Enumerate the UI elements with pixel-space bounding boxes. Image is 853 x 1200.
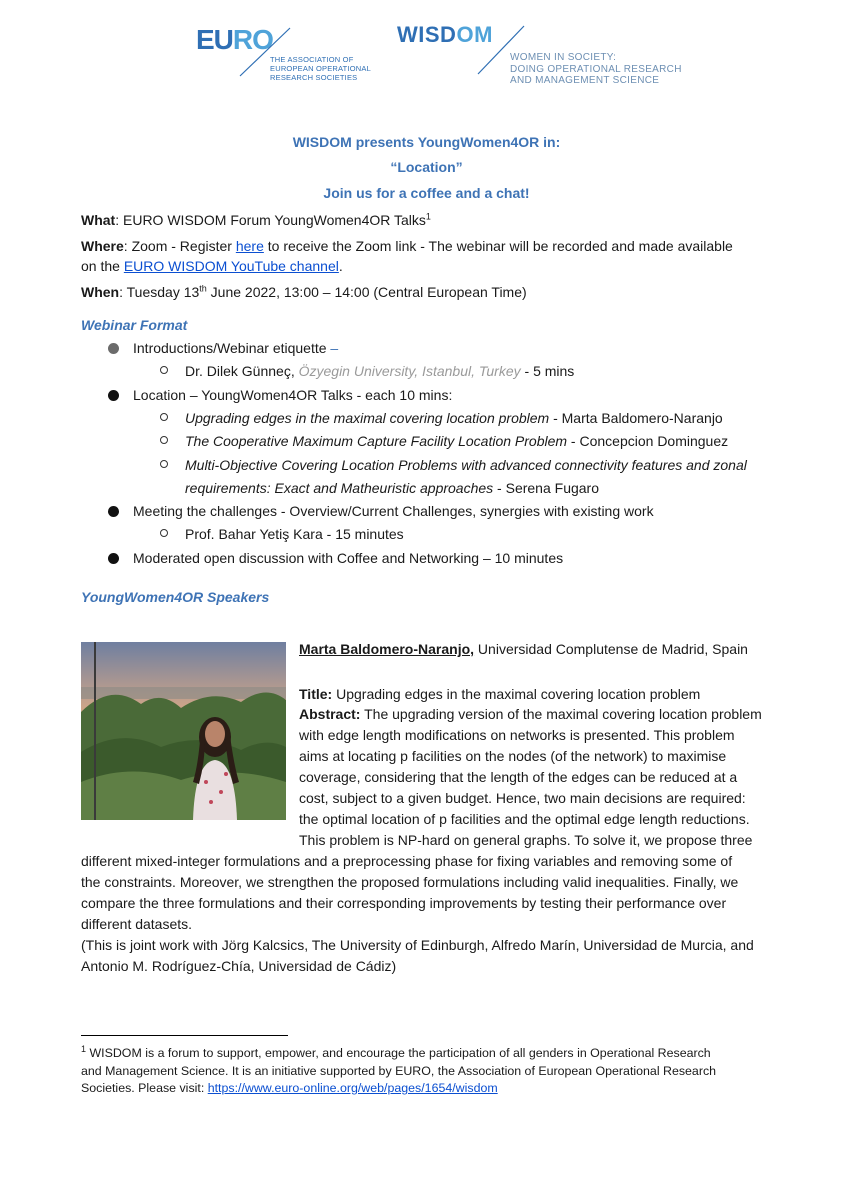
talk-speaker: - Marta Baldomero-Naranjo — [549, 410, 723, 426]
talk-item-cont — [185, 479, 599, 497]
where-text: . — [338, 258, 343, 274]
speakers-title: YoungWomen4OR Speakers — [81, 589, 270, 605]
talk-title-line — [299, 685, 700, 703]
format-item: Location – YoungWomen4OR Talks - each 10 mins: — [133, 387, 453, 403]
abstract-line: compare the three formulations and their corresponding improvements by testing their performance over — [81, 895, 727, 911]
euro-logo-text-a: EU — [196, 24, 233, 55]
when-text: June 2022, 13:00 – 14:00 (Central European Time) — [206, 284, 527, 300]
bullet-dot — [108, 390, 119, 401]
title-label: Title: — [299, 686, 333, 702]
abstract-label: Abstract: — [299, 706, 361, 722]
talk-item — [185, 432, 728, 450]
footnote-line — [81, 1080, 771, 1098]
bullet-dot — [108, 553, 119, 564]
abstract-wide — [81, 851, 772, 977]
euro-tagline-line: THE ASSOCIATION OF — [270, 55, 354, 64]
what-line — [81, 211, 431, 229]
talk-item — [185, 409, 723, 427]
what-label: What — [81, 212, 116, 228]
wisdom-tagline — [510, 52, 682, 87]
where-text: on the — [81, 258, 124, 274]
format-subitem: Prof. Bahar Yetiş Kara - 15 minutes — [185, 526, 404, 542]
abstract-narrow — [299, 704, 772, 851]
abstract-text: The upgrading version of the maximal covering location problem — [360, 706, 762, 722]
bullet-ring — [160, 413, 168, 421]
where-line — [81, 237, 733, 255]
abstract-line: aims at locating p facilities on the nodes (of the network) to maximise — [299, 748, 727, 764]
abstract-line: the optimal location of p facilities and the optimal edge length reductions. — [299, 811, 750, 827]
header-line-3: Join us for a coffee and a chat! — [323, 185, 530, 201]
when-label: When — [81, 284, 120, 300]
where-text: to receive the Zoom link - The webinar will be recorded and made available — [263, 238, 733, 254]
wisdom-logo-text-a: WISD — [397, 22, 457, 47]
abstract-line: coverage, considering that the length of the edges can be reduced at a — [299, 769, 738, 785]
euro-tagline — [270, 55, 371, 82]
wisdom-url-link[interactable]: https://www.euro-online.org/web/pages/1654/wisdom — [207, 1081, 498, 1095]
talk-title: The Cooperative Maximum Capture Facility Location Problem — [185, 433, 568, 449]
speaker-affiliation: Universidad Complutense de Madrid, Spain — [474, 641, 748, 657]
when-line — [81, 283, 527, 301]
bullet-ring — [160, 460, 168, 468]
when-text: : Tuesday 13 — [119, 284, 200, 300]
footnote-mark: 1 — [81, 1043, 87, 1054]
format-item — [133, 339, 338, 357]
footnote-rule — [81, 1035, 288, 1036]
abstract-line: different datasets. — [81, 916, 193, 932]
footnote-line — [81, 1045, 771, 1063]
talk-title: Upgrading edges in the maximal covering location problem — [185, 410, 550, 426]
bullet-ring — [160, 436, 168, 444]
footnote-ref: 1 — [425, 211, 431, 222]
joint-work-line: Antonio M. Rodríguez-Chía, Universidad de Cádiz) — [81, 958, 397, 974]
wisdom-tagline-line: WOMEN IN SOCIETY: — [510, 52, 617, 63]
what-text: : EURO WISDOM Forum YoungWomen4OR Talks — [115, 212, 426, 228]
format-item-dash: – — [330, 340, 339, 356]
header-line-1: WISDOM presents YoungWomen4OR in: — [292, 134, 561, 150]
talk-title: requirements: Exact and Matheuristic approaches — [185, 480, 494, 496]
euro-logo-text-b: RO — [232, 24, 273, 55]
bullet-dot — [108, 343, 119, 354]
when-sup: th — [199, 283, 207, 294]
speaker-photo — [81, 642, 286, 820]
bullet-dot — [108, 506, 119, 517]
format-item: Meeting the challenges - Overview/Current Challenges, synergies with existing work — [133, 503, 654, 519]
talk-item — [185, 456, 747, 474]
joint-work-line: (This is joint work with Jörg Kalcsics, The University of Edinburgh, Alfredo Marín, Universidad de Murcia, and — [81, 937, 754, 953]
speaker-heading — [299, 640, 748, 658]
euro-tagline-line: RESEARCH SOCIETIES — [270, 73, 358, 82]
footnote-text: Societies. Please visit: — [81, 1081, 208, 1095]
talk-title: Multi-Objective Covering Location Problems with advanced connectivity features and zonal — [185, 457, 747, 473]
talk-speaker: - Concepcion Dominguez — [567, 433, 729, 449]
speaker-duration: - 5 mins — [520, 363, 575, 379]
abstract-line: the constraints. Moreover, we strengthen the proposed formulations including valid inequalities. Finally, we — [81, 874, 739, 890]
webinar-format-title: Webinar Format — [81, 317, 188, 333]
wisdom-tagline-line: DOING OPERATIONAL RESEARCH — [510, 63, 682, 75]
speaker-name: Marta Baldomero-Naranjo, — [299, 641, 475, 657]
bullet-ring — [160, 366, 168, 374]
title-text: Upgrading edges in the maximal covering location problem — [332, 686, 701, 702]
abstract-line: This problem is NP-hard on general graphs. To solve it, we propose three — [299, 832, 753, 848]
speaker-name: Dr. Dilek Günneç, — [185, 363, 299, 379]
footnote-text: WISDOM is a forum to support, empower, and encourage the participation of all genders in Operational Research — [86, 1046, 711, 1060]
header-line-2: “Location” — [390, 159, 463, 175]
register-here-link[interactable]: here — [235, 238, 264, 254]
footnote-line: and Management Science. It is an initiative supported by EURO, the Association of European Operational Research — [81, 1063, 717, 1078]
where-label: Where — [81, 238, 124, 254]
footnote — [81, 1045, 771, 1098]
talk-speaker: - Serena Fugaro — [493, 480, 600, 496]
abstract-line — [299, 704, 772, 725]
youtube-channel-link[interactable]: EURO WISDOM YouTube channel — [123, 258, 339, 274]
abstract-line: with edge length modifications on networks is presented. This problem — [299, 727, 735, 743]
format-subitem — [185, 362, 574, 380]
wisdom-tagline-line: AND MANAGEMENT SCIENCE — [510, 75, 660, 86]
speaker-affiliation: Özyegin University, Istanbul, Turkey — [298, 363, 521, 379]
abstract-line: cost, subject to a given budget. Hence, two main decisions are required: — [299, 790, 746, 806]
bullet-ring — [160, 529, 168, 537]
abstract-line: different mixed-integer formulations and a preprocessing phase for fixing variables and removing some of — [81, 853, 733, 869]
where-line-2 — [81, 257, 343, 275]
where-text: : Zoom - Register — [123, 238, 236, 254]
wisdom-logo-text-b: OM — [456, 22, 493, 47]
format-item: Moderated open discussion with Coffee and Networking – 10 minutes — [133, 550, 564, 566]
format-item-text: Introductions/Webinar etiquette — [133, 340, 331, 356]
euro-tagline-line: EUROPEAN OPERATIONAL — [270, 64, 371, 73]
